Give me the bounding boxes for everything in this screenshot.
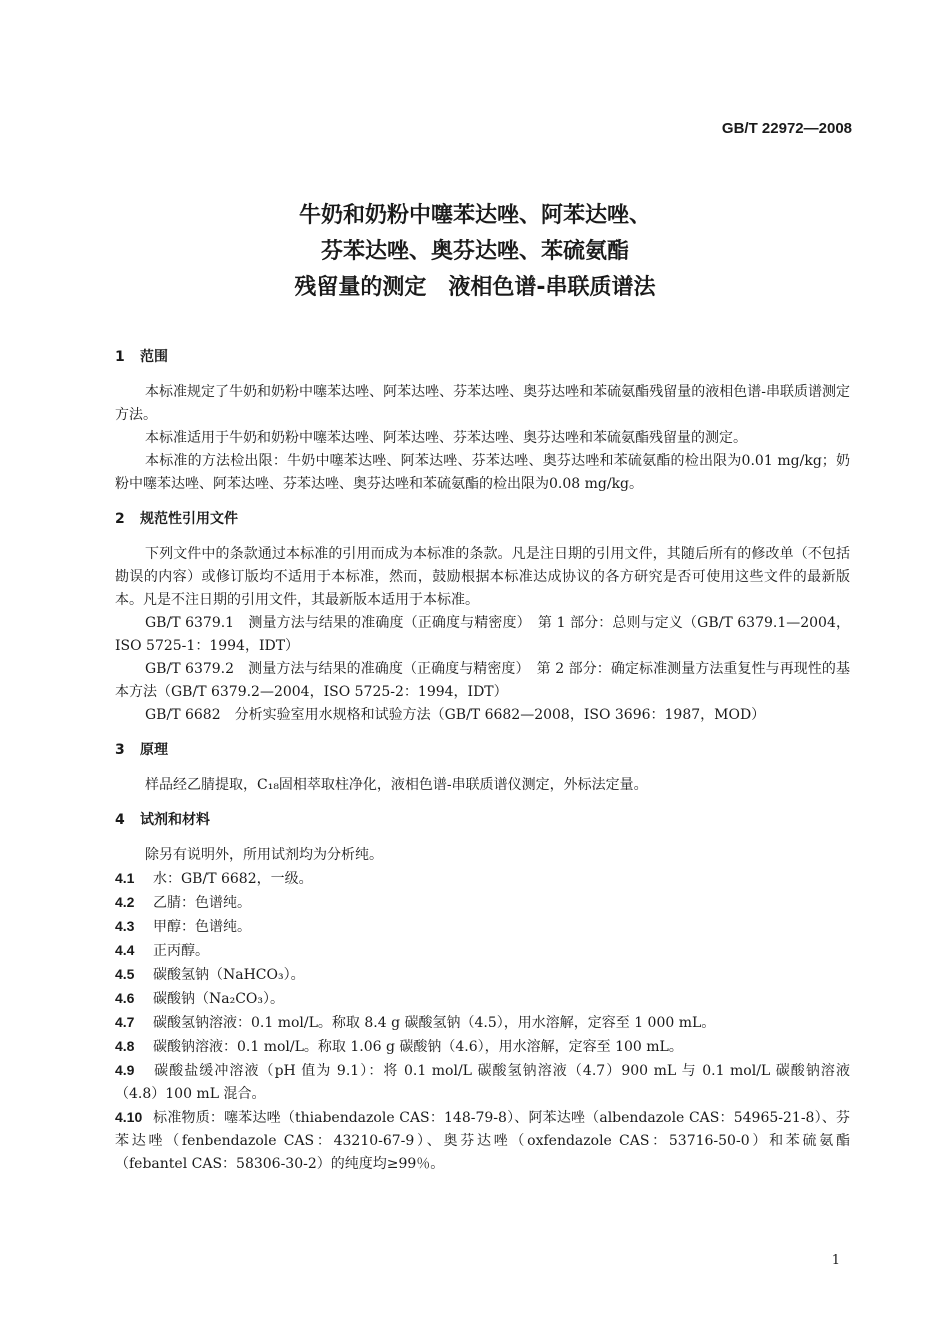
list-item — [115, 1106, 850, 1176]
item-text: 正丙醇。 — [153, 943, 209, 959]
item-text: 碳酸氢钠溶液：0.1 mol/L。称取 8.4 g 碳酸氢钠（4.5），用水溶解，定容至 1 000 mL。 — [153, 1015, 716, 1031]
item-text: 碳酸钠（Na₂CO₃）。 — [153, 991, 285, 1007]
section-title: 规范性引用文件 — [140, 511, 238, 527]
section-heading-normative-references — [115, 508, 850, 531]
section-number: 2 — [115, 511, 125, 527]
item-text: 水：GB/T 6682，一级。 — [153, 871, 313, 887]
title-line-1: 牛奶和奶粉中噻苯达唑、阿苯达唑、 — [298, 203, 651, 228]
item-number: 4.4 — [115, 942, 135, 958]
section-number: 4 — [115, 812, 125, 828]
reference-entry: GB/T 6379.2 测量方法与结果的准确度（正确度与精密度） 第 2 部分：确定标准测量方法重复性与再现性的基本方法（GB/T 6379.2—2004，ISO 5725-2：1994，IDT） — [115, 661, 850, 700]
item-text: 标准物质：噻苯达唑（thiabendazole CAS：148-79-8）、阿苯达唑（albendazole CAS：54965-21-8）、芬苯达唑（fenbendazole CAS：43210-67-9）、奥芬达唑（oxfendazole CAS：53716-50-0）和苯硫氨酯（febantel CAS：58306-30-2）的纯度均≥99％。 — [115, 1110, 850, 1172]
section-title: 试剂和材料 — [140, 812, 210, 828]
reference-entry: GB/T 6379.1 测量方法与结果的准确度（正确度与精密度） 第 1 部分：总则与定义（GB/T 6379.1—2004，ISO 5725-1：1994，IDT） — [115, 615, 850, 654]
section-heading-principle — [115, 739, 850, 762]
document-title — [0, 198, 950, 306]
item-text: 碳酸氢钠（NaHCO₃）。 — [153, 967, 305, 983]
paragraph: 除另有说明外，所用试剂均为分析纯。 — [145, 847, 383, 863]
list-item — [115, 987, 850, 1011]
paragraph: 本标准的方法检出限：牛奶中噻苯达唑、阿苯达唑、芬苯达唑、奥芬达唑和苯硫氨酯的检出限为0.01 mg/kg；奶粉中噻苯达唑、阿苯达唑、芬苯达唑、奥芬达唑和苯硫氨酯的检出限为0.08 mg/kg。 — [115, 453, 850, 492]
list-item — [115, 867, 850, 891]
paragraph: 本标准适用于牛奶和奶粉中噻苯达唑、阿苯达唑、芬苯达唑、奥芬达唑和苯硫氨酯残留量的测定。 — [145, 430, 747, 446]
title-line-2: 芬苯达唑、奥芬达唑、苯硫氨酯 — [320, 239, 629, 264]
section-heading-reagents — [115, 809, 850, 832]
section-number: 3 — [115, 742, 125, 758]
title-line-3: 残留量的测定 液相色谱-串联质谱法 — [294, 275, 656, 300]
item-number: 4.6 — [115, 990, 135, 1006]
paragraph: 本标准规定了牛奶和奶粉中噻苯达唑、阿苯达唑、芬苯达唑、奥芬达唑和苯硫氨酯残留量的液相色谱-串联质谱测定方法。 — [115, 384, 850, 423]
list-item — [115, 1035, 850, 1059]
list-item — [115, 963, 850, 987]
list-item — [115, 915, 850, 939]
section-title: 原理 — [140, 742, 168, 758]
standard-code: GB/T 22972—2008 — [721, 120, 852, 137]
list-item — [115, 1011, 850, 1035]
item-text: 碳酸钠溶液：0.1 mol/L。称取 1.06 g 碳酸钠（4.6），用水溶解，定容至 100 mL。 — [153, 1039, 683, 1055]
item-number: 4.7 — [115, 1014, 135, 1030]
item-text: 碳酸盐缓冲溶液（pH 值为 9.1）：将 0.1 mol/L 碳酸氢钠溶液（4.7）900 mL 与 0.1 mol/L 碳酸钠溶液（4.8）100 mL 混合。 — [115, 1063, 850, 1102]
section-number: 1 — [115, 349, 125, 365]
page-number: 1 — [831, 1253, 840, 1268]
item-number: 4.10 — [115, 1109, 143, 1125]
document-body — [115, 342, 850, 1176]
item-number: 4.2 — [115, 894, 135, 910]
list-item — [115, 891, 850, 915]
item-number: 4.9 — [115, 1062, 135, 1078]
item-number: 4.5 — [115, 966, 135, 982]
item-number: 4.1 — [115, 870, 135, 886]
list-item — [115, 1059, 850, 1106]
paragraph: 样品经乙腈提取，C₁₈固相萃取柱净化，液相色谱-串联质谱仪测定，外标法定量。 — [145, 777, 648, 793]
item-number: 4.3 — [115, 918, 135, 934]
reference-entry: GB/T 6682 分析实验室用水规格和试验方法（GB/T 6682—2008，ISO 3696：1987，MOD） — [145, 707, 766, 723]
item-number: 4.8 — [115, 1038, 135, 1054]
list-item — [115, 939, 850, 963]
item-text: 乙腈：色谱纯。 — [153, 895, 251, 911]
paragraph: 下列文件中的条款通过本标准的引用而成为本标准的条款。凡是注日期的引用文件，其随后所有的修改单（不包括勘误的内容）或修订版均不适用于本标准，然而，鼓励根据本标准达成协议的各方研究是否可使用这些文件的最新版本。凡是不注日期的引用文件，其最新版本适用于本标准。 — [115, 546, 850, 608]
item-text: 甲醇：色谱纯。 — [153, 919, 251, 935]
section-heading-scope — [115, 346, 850, 369]
section-title: 范围 — [140, 349, 168, 365]
